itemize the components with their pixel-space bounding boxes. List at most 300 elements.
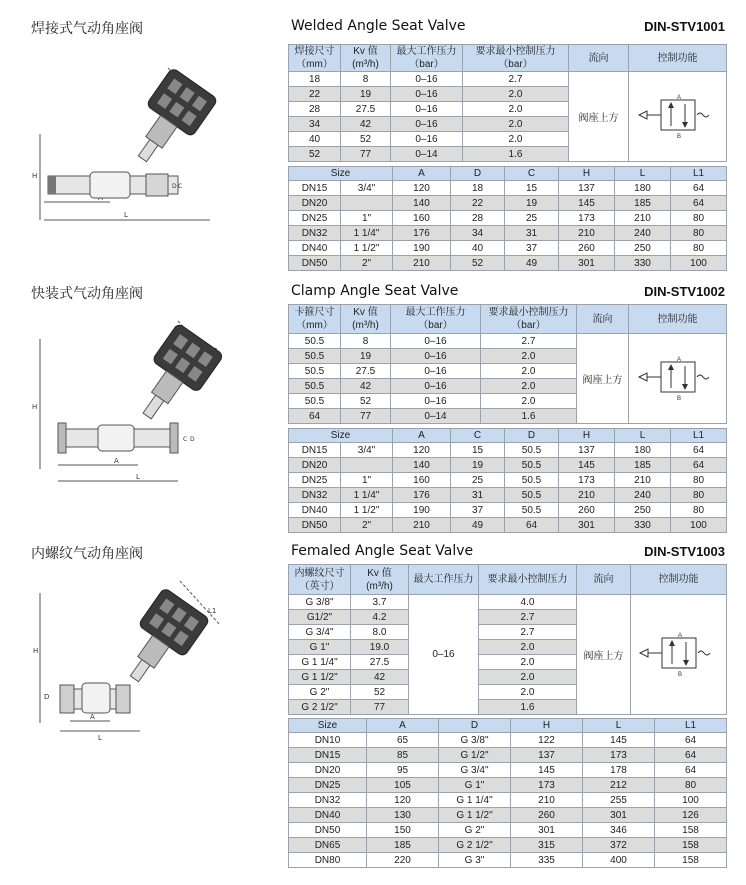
- table-row: [289, 808, 727, 823]
- header-a: A: [367, 719, 439, 733]
- cell: 31: [451, 488, 505, 503]
- header-size: Size: [289, 167, 393, 181]
- header-c: C: [451, 429, 505, 443]
- cell: DN65: [289, 838, 367, 853]
- cell: G 2": [289, 685, 351, 700]
- cell: 77: [351, 700, 409, 715]
- cell: G 3/8": [439, 733, 511, 748]
- cell: 160: [393, 211, 451, 226]
- cell: 52: [451, 256, 505, 271]
- cell: 145: [559, 196, 615, 211]
- cell: 173: [511, 778, 583, 793]
- dim-l-label: L: [124, 211, 128, 219]
- cell: 85: [367, 748, 439, 763]
- cell: 210: [615, 473, 671, 488]
- performance-table: [288, 564, 727, 715]
- clamp-section: [0, 275, 746, 535]
- cell: 212: [583, 778, 655, 793]
- cell: 8: [341, 72, 391, 87]
- cell: 1 1/4": [341, 226, 393, 241]
- cell: DN20: [289, 458, 341, 473]
- header-flow: 流向: [577, 305, 629, 334]
- cell: 49: [505, 256, 559, 271]
- cell: 346: [583, 823, 655, 838]
- header-d: D: [505, 429, 559, 443]
- cell: 42: [341, 379, 391, 394]
- cell: 2.7: [463, 72, 569, 87]
- header-d: D: [439, 719, 511, 733]
- cell: 42: [341, 117, 391, 132]
- header-kv: Kv 值 (m³/h): [351, 565, 409, 595]
- cell: DN40: [289, 503, 341, 518]
- cell: 173: [559, 473, 615, 488]
- table-row: [289, 733, 727, 748]
- header-clamp-size: 卡箍尺寸 （mm）: [289, 305, 341, 334]
- cell: 80: [671, 241, 727, 256]
- table-row: [289, 503, 727, 518]
- cell: 64: [655, 748, 727, 763]
- cell: 64: [671, 181, 727, 196]
- cell: 315: [511, 838, 583, 853]
- cell: 52: [351, 685, 409, 700]
- port-a-label: A: [676, 357, 681, 363]
- cell: 126: [655, 808, 727, 823]
- cell: 2.0: [463, 117, 569, 132]
- cell: 42: [351, 670, 409, 685]
- header-l: L: [583, 719, 655, 733]
- cell: 1": [341, 211, 393, 226]
- performance-table: [288, 304, 727, 424]
- cell: G 1 1/2": [439, 808, 511, 823]
- cell: 185: [615, 196, 671, 211]
- cell: 50.5: [505, 488, 559, 503]
- dim-d-label: D: [172, 183, 177, 190]
- table-row: [289, 458, 727, 473]
- cell: 8.0: [351, 625, 409, 640]
- cell: 250: [615, 503, 671, 518]
- valve-body: [60, 683, 130, 713]
- cell: [341, 196, 393, 211]
- female-thread-section: [0, 535, 746, 885]
- cell: 2.7: [481, 334, 577, 349]
- cell: DN40: [289, 241, 341, 256]
- cell: G 3/8": [289, 595, 351, 610]
- control-function-symbol: [631, 595, 727, 715]
- cell: 2.0: [481, 364, 577, 379]
- actuator-body: [124, 323, 224, 432]
- cell: 180: [615, 181, 671, 196]
- table-row: [289, 256, 727, 271]
- section-cn-title: 快装式气动角座阀: [31, 286, 143, 302]
- dim-c-label: C: [183, 436, 188, 443]
- cell: 0–16: [391, 349, 481, 364]
- table-row: [289, 334, 727, 349]
- cell: 50.5: [289, 349, 341, 364]
- cell: 210: [393, 256, 451, 271]
- cell: 100: [671, 256, 727, 271]
- cell: 100: [671, 518, 727, 533]
- cell: 2.0: [463, 102, 569, 117]
- header-c: C: [505, 167, 559, 181]
- cell: 140: [393, 196, 451, 211]
- model-code: DIN-STV1001: [644, 19, 725, 34]
- cell: 210: [615, 211, 671, 226]
- cell: 52: [341, 394, 391, 409]
- dim-c-label: C: [178, 183, 183, 190]
- table-row: [289, 823, 727, 838]
- cell: DN20: [289, 196, 341, 211]
- cell: 2.7: [479, 610, 577, 625]
- cell: G 1": [289, 640, 351, 655]
- cell: 145: [511, 763, 583, 778]
- cell: DN80: [289, 853, 367, 868]
- header-size: Size: [289, 719, 367, 733]
- cell: 2.0: [463, 132, 569, 147]
- cell: 260: [559, 503, 615, 518]
- cell: 50.5: [289, 334, 341, 349]
- cell: 158: [655, 853, 727, 868]
- cell: 2.0: [481, 349, 577, 364]
- cell: 185: [615, 458, 671, 473]
- port-b-label: B: [676, 134, 681, 140]
- cell: 210: [559, 488, 615, 503]
- control-symbol-icon: [633, 352, 723, 402]
- header-d: D: [451, 167, 505, 181]
- cell: 0–16: [391, 364, 481, 379]
- cell: 2.7: [479, 625, 577, 640]
- header-flow: 流向: [577, 565, 631, 595]
- header-control-function: 控制功能: [629, 45, 727, 72]
- cell: 27.5: [341, 364, 391, 379]
- max-pressure-merged: 0–16: [409, 595, 479, 715]
- cell: DN15: [289, 181, 341, 196]
- header-min-control-pressure: 要求最小控制压力: [479, 565, 577, 595]
- actuator-body: [120, 67, 219, 174]
- cell: G 1/2": [439, 748, 511, 763]
- cell: 50.5: [289, 364, 341, 379]
- cell: 77: [341, 409, 391, 424]
- actuator-body: [112, 587, 211, 694]
- section-cn-title: 焊接式气动角座阀: [31, 21, 143, 37]
- cell: 100: [655, 793, 727, 808]
- table-row: [289, 211, 727, 226]
- cell: 64: [671, 458, 727, 473]
- control-symbol-icon: [634, 628, 724, 678]
- dim-l-label: L: [136, 473, 140, 481]
- cell: 0–14: [391, 409, 481, 424]
- cell: DN10: [289, 733, 367, 748]
- dimension-table: [288, 718, 727, 868]
- cell: 2.0: [481, 394, 577, 409]
- header-l: L: [615, 167, 671, 181]
- cell: 19: [505, 196, 559, 211]
- cell: 25: [505, 211, 559, 226]
- cell: 140: [393, 458, 451, 473]
- table-row: [289, 226, 727, 241]
- cell: 2.0: [479, 655, 577, 670]
- header-flow: 流向: [569, 45, 629, 72]
- cell: 18: [451, 181, 505, 196]
- cell: 173: [583, 748, 655, 763]
- cell: 250: [615, 241, 671, 256]
- control-function-symbol: [629, 334, 727, 424]
- cell: 37: [451, 503, 505, 518]
- cell: 0–16: [391, 102, 463, 117]
- cell: 15: [451, 443, 505, 458]
- cell: 260: [511, 808, 583, 823]
- cell: 25: [451, 473, 505, 488]
- cell: 22: [289, 87, 341, 102]
- dimension-table: [288, 428, 727, 533]
- header-max-pressure: 最大工作压力 （bar）: [391, 45, 463, 72]
- cell: 49: [451, 518, 505, 533]
- cell: 18: [289, 72, 341, 87]
- cell: 122: [511, 733, 583, 748]
- cell: 3/4": [341, 181, 393, 196]
- cell: 27.5: [351, 655, 409, 670]
- table-row: [289, 72, 727, 87]
- table-row: [289, 488, 727, 503]
- cell: 64: [671, 196, 727, 211]
- table-row: [289, 748, 727, 763]
- header-thread-size: 内螺纹尺寸 （英寸）: [289, 565, 351, 595]
- header-h: H: [511, 719, 583, 733]
- header-a: A: [393, 167, 451, 181]
- cell: 65: [367, 733, 439, 748]
- cell: G 3": [439, 853, 511, 868]
- cell: 34: [451, 226, 505, 241]
- cell: [341, 458, 393, 473]
- cell: DN32: [289, 488, 341, 503]
- cell: DN20: [289, 763, 367, 778]
- cell: 19: [341, 349, 391, 364]
- cell: 19: [341, 87, 391, 102]
- dim-h-label: H: [32, 403, 38, 411]
- cell: 190: [393, 503, 451, 518]
- cell: G 2 1/2": [439, 838, 511, 853]
- cell: 27.5: [341, 102, 391, 117]
- dim-h-label: H: [33, 647, 39, 655]
- section-en-title: Femaled Angle Seat Valve: [291, 543, 474, 559]
- section-en-title: Welded Angle Seat Valve: [291, 18, 466, 34]
- cell: 4.0: [479, 595, 577, 610]
- cell: 50.5: [289, 394, 341, 409]
- cell: 158: [655, 823, 727, 838]
- header-max-pressure: 最大工作压力 （bar）: [391, 305, 481, 334]
- flow-direction: 阀座上方: [569, 72, 629, 162]
- cell: 52: [289, 147, 341, 162]
- cell: 158: [655, 838, 727, 853]
- flow-direction: 阀座上方: [577, 595, 631, 715]
- header-h: H: [559, 429, 615, 443]
- table-row: [289, 518, 727, 533]
- welded-valve-drawing: [28, 48, 228, 228]
- cell: 120: [393, 443, 451, 458]
- cell: 180: [615, 443, 671, 458]
- flow-direction: 阀座上方: [577, 334, 629, 424]
- cell: 137: [511, 748, 583, 763]
- cell: 0–16: [391, 87, 463, 102]
- cell: 80: [671, 488, 727, 503]
- table-row: [289, 196, 727, 211]
- cell: G 2": [439, 823, 511, 838]
- cell: 31: [505, 226, 559, 241]
- cell: 95: [367, 763, 439, 778]
- cell: 176: [393, 488, 451, 503]
- header-min-control-pressure: 要求最小控制压力 （bar）: [463, 45, 569, 72]
- cell: 80: [671, 211, 727, 226]
- model-code: DIN-STV1003: [644, 544, 725, 559]
- cell: 37: [505, 241, 559, 256]
- table-row: [289, 473, 727, 488]
- cell: 372: [583, 838, 655, 853]
- cell: 150: [367, 823, 439, 838]
- cell: G 1 1/2": [289, 670, 351, 685]
- cell: 15: [505, 181, 559, 196]
- valve-body: [58, 423, 178, 453]
- cell: 2.0: [479, 640, 577, 655]
- cell: DN32: [289, 226, 341, 241]
- cell: 50.5: [505, 503, 559, 518]
- cell: DN15: [289, 443, 341, 458]
- cell: 2": [341, 256, 393, 271]
- cell: 137: [559, 443, 615, 458]
- cell: G 3/4": [289, 625, 351, 640]
- table-row: [289, 595, 727, 610]
- cell: 28: [289, 102, 341, 117]
- cell: 1.6: [463, 147, 569, 162]
- cell: 120: [393, 181, 451, 196]
- port-b-label: B: [676, 396, 681, 402]
- cell: 8: [341, 334, 391, 349]
- cell: 19.0: [351, 640, 409, 655]
- cell: 210: [559, 226, 615, 241]
- cell: 260: [559, 241, 615, 256]
- cell: 2.0: [479, 670, 577, 685]
- cell: G 1 1/4": [289, 655, 351, 670]
- cell: 2.0: [463, 87, 569, 102]
- table-row: [289, 793, 727, 808]
- section-en-title: Clamp Angle Seat Valve: [291, 283, 459, 299]
- cell: 137: [559, 181, 615, 196]
- cell: 330: [615, 518, 671, 533]
- cell: 185: [367, 838, 439, 853]
- header-l1: L1: [671, 429, 727, 443]
- cell: 0–16: [391, 117, 463, 132]
- header-l: L: [615, 429, 671, 443]
- cell: 52: [341, 132, 391, 147]
- cell: 0–16: [391, 132, 463, 147]
- cell: 64: [505, 518, 559, 533]
- welded-section: [0, 0, 746, 275]
- cell: 2.0: [479, 685, 577, 700]
- cell: 120: [367, 793, 439, 808]
- cell: 240: [615, 226, 671, 241]
- port-b-label: B: [677, 672, 682, 678]
- cell: 34: [289, 117, 341, 132]
- cell: 77: [341, 147, 391, 162]
- cell: 19: [451, 458, 505, 473]
- cell: DN32: [289, 793, 367, 808]
- cell: 255: [583, 793, 655, 808]
- table-row: [289, 181, 727, 196]
- cell: 0–16: [391, 334, 481, 349]
- table-row: [289, 778, 727, 793]
- cell: 210: [511, 793, 583, 808]
- dim-l-label: L: [98, 734, 102, 742]
- cell: 301: [559, 518, 615, 533]
- cell: 28: [451, 211, 505, 226]
- section-cn-title: 内螺纹气动角座阀: [31, 546, 143, 562]
- cell: DN25: [289, 211, 341, 226]
- cell: 2.0: [481, 379, 577, 394]
- cell: 50.5: [505, 443, 559, 458]
- cell: DN50: [289, 823, 367, 838]
- clamp-valve-drawing: [28, 313, 228, 493]
- dim-l1-label: L1: [208, 607, 217, 615]
- header-kv: Kv 值 (m³/h): [341, 45, 391, 72]
- cell: 240: [615, 488, 671, 503]
- control-symbol-icon: [633, 90, 723, 140]
- table-row: [289, 241, 727, 256]
- cell: 178: [583, 763, 655, 778]
- cell: 0–16: [391, 394, 481, 409]
- cell: 3.7: [351, 595, 409, 610]
- header-control-function: 控制功能: [631, 565, 727, 595]
- cell: 64: [655, 763, 727, 778]
- cell: 176: [393, 226, 451, 241]
- cell: 64: [671, 443, 727, 458]
- cell: 1 1/2": [341, 503, 393, 518]
- cell: 80: [671, 226, 727, 241]
- control-function-symbol: [629, 72, 727, 162]
- cell: 190: [393, 241, 451, 256]
- cell: 4.2: [351, 610, 409, 625]
- cell: G 3/4": [439, 763, 511, 778]
- valve-body: [48, 172, 178, 198]
- table-row: [289, 838, 727, 853]
- cell: DN25: [289, 778, 367, 793]
- female-valve-drawing: [30, 573, 230, 753]
- header-control-function: 控制功能: [629, 305, 727, 334]
- dim-h-label: H: [32, 172, 38, 180]
- cell: 220: [367, 853, 439, 868]
- header-max-pressure: 最大工作压力: [409, 565, 479, 595]
- cell: 0–16: [391, 379, 481, 394]
- table-row: [289, 853, 727, 868]
- header-size: Size: [289, 429, 393, 443]
- cell: 1": [341, 473, 393, 488]
- port-a-label: A: [676, 95, 681, 101]
- cell: 1.6: [481, 409, 577, 424]
- port-a-label: A: [677, 633, 682, 639]
- cell: 50.5: [505, 473, 559, 488]
- cell: 64: [289, 409, 341, 424]
- header-weld-size: 焊接尺寸 （mm）: [289, 45, 341, 72]
- cell: 330: [615, 256, 671, 271]
- cell: 0–16: [391, 72, 463, 87]
- cell: 335: [511, 853, 583, 868]
- dim-d-label: D: [44, 693, 50, 701]
- model-code: DIN-STV1002: [644, 284, 725, 299]
- cell: DN40: [289, 808, 367, 823]
- header-min-control-pressure: 要求最小控制压力 （bar）: [481, 305, 577, 334]
- cell: 80: [671, 473, 727, 488]
- cell: 130: [367, 808, 439, 823]
- cell: DN50: [289, 518, 341, 533]
- cell: 1 1/2": [341, 241, 393, 256]
- cell: 301: [583, 808, 655, 823]
